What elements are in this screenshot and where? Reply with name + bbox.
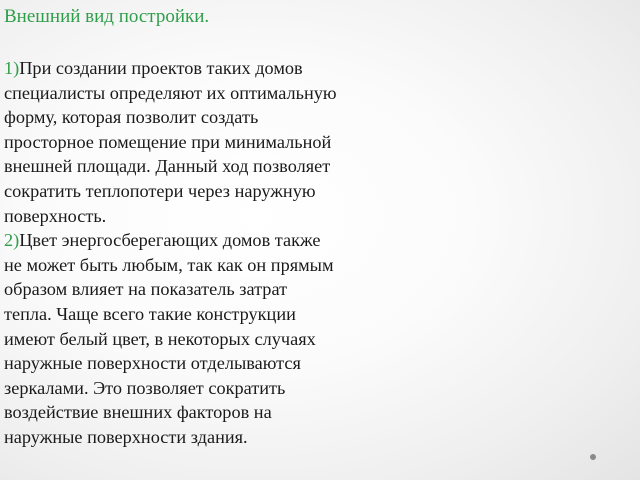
paragraph-1 — [4, 56, 444, 228]
list-marker: 2) — [4, 230, 20, 251]
paragraph-line: форму, которая позволит создать — [4, 107, 259, 128]
paragraph-line: внешней площади. Данный ход позволяет — [4, 156, 331, 177]
slide-body — [4, 56, 444, 450]
paragraph-line: наружные поверхности здания. — [4, 426, 248, 447]
paragraph-line: образом влияет на показатель затрат — [4, 279, 288, 300]
paragraph-line: специалисты определяют их оптимальную — [4, 82, 337, 103]
paragraph-line: не может быть любым, так как он прямым — [4, 254, 334, 275]
paragraph-line: тепла. Чаще всего такие конструкции — [4, 303, 296, 324]
paragraph-line: 2)Цвет энергосберегающих домов также — [4, 230, 321, 251]
paragraph-line: поверхность. — [4, 205, 107, 226]
paragraph-line: 1)При создании проектов таких домов — [4, 58, 303, 78]
paragraph-line: наружные поверхности отделываются — [4, 353, 301, 374]
list-marker: 1) — [4, 58, 20, 78]
paragraph-line: имеют белый цвет, в некоторых случаях — [4, 328, 316, 349]
paragraph-line: сократить теплопотери через наружную — [4, 180, 316, 201]
paragraph-2 — [4, 228, 444, 449]
slide-nav-dot[interactable] — [590, 454, 596, 460]
paragraph-line: воздействие внешних факторов на — [4, 402, 272, 423]
paragraph-line: зеркалами. Это позволяет сократить — [4, 377, 286, 398]
paragraph-line: просторное помещение при минимальной — [4, 131, 332, 152]
slide-title: Внешний вид постройки. — [4, 6, 210, 27]
